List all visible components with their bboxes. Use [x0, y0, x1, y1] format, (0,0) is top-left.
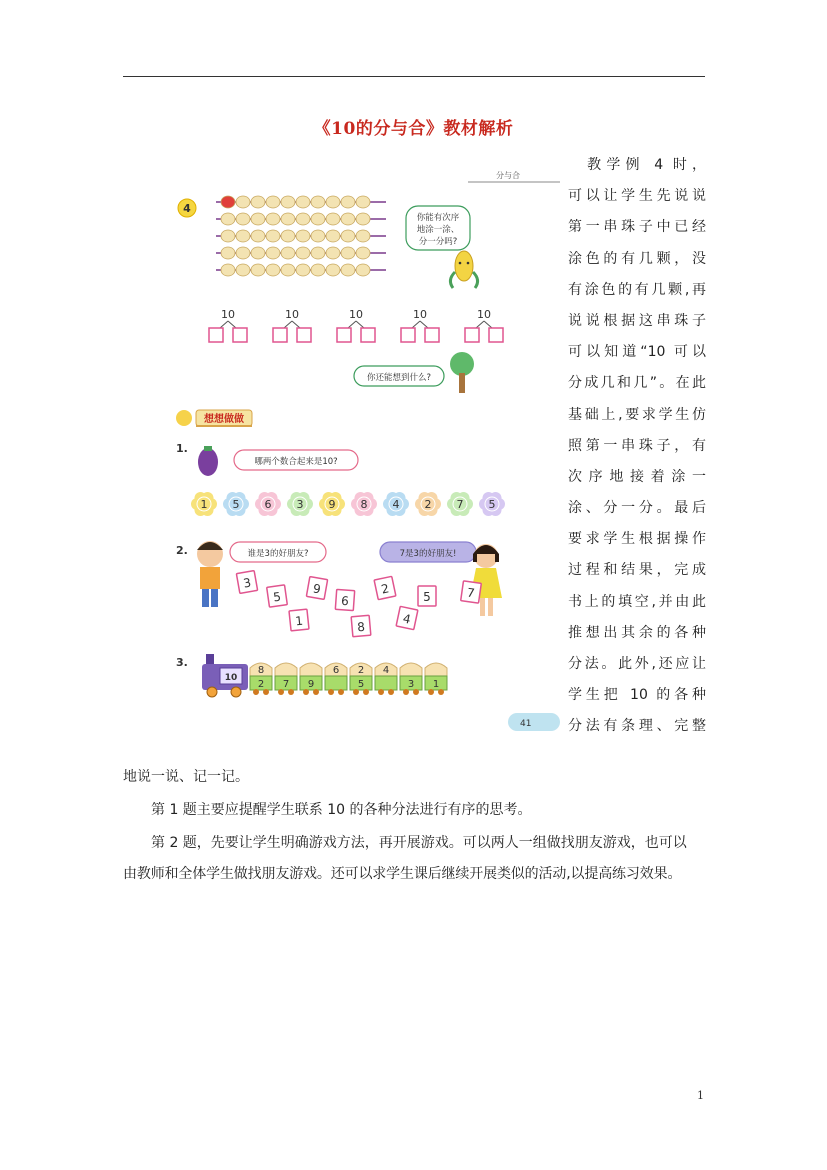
- q1-bubble: 哪两个数合起来是10?: [254, 457, 338, 467]
- card-number: 8: [356, 619, 366, 635]
- q2-bubble-left: 谁是3的好朋友?: [247, 549, 309, 559]
- flower-number: 5: [488, 498, 496, 511]
- train-bottom-number: 2: [257, 679, 265, 690]
- q2-number: 2.: [176, 544, 188, 557]
- card-number: 3: [242, 575, 253, 591]
- number-card: [418, 586, 436, 606]
- decomposition-total: 10: [349, 308, 363, 321]
- number-card: [396, 606, 418, 629]
- bead: [236, 213, 250, 225]
- bead: [251, 196, 265, 208]
- card-number: 2: [380, 581, 391, 597]
- bubble-think: 你还能想到什么?: [366, 373, 432, 383]
- train-engine-icon: [202, 654, 248, 697]
- side-text-line: 涂色的有几颗，没: [568, 250, 706, 267]
- side-text-line: 说说根据这串珠子: [568, 312, 706, 329]
- bead: [311, 247, 325, 259]
- bead: [281, 247, 295, 259]
- decomposition-boxes: [209, 308, 503, 342]
- flower-number: 1: [200, 498, 208, 511]
- decomposition-total: 10: [413, 308, 427, 321]
- bead: [281, 196, 295, 208]
- bead: [326, 230, 340, 242]
- train-bottom-number: 7: [282, 679, 290, 690]
- side-text-line: 分成几和几”。在此: [568, 375, 706, 392]
- answer-box: [465, 328, 479, 342]
- bead: [296, 247, 310, 259]
- bead: [221, 196, 235, 208]
- header-rule: [123, 76, 705, 77]
- train-cars: [250, 663, 447, 695]
- train-top-number: 2: [357, 665, 365, 676]
- bead: [326, 247, 340, 259]
- bead: [341, 247, 355, 259]
- girl-character-icon: [470, 544, 502, 616]
- practice-banner: [176, 410, 252, 426]
- bead: [251, 247, 265, 259]
- textbook-figure: [168, 168, 560, 738]
- flower-number: 3: [296, 498, 304, 511]
- bead: [326, 196, 340, 208]
- bead: [266, 230, 280, 242]
- bead: [221, 213, 235, 225]
- number-card: [289, 609, 309, 631]
- bead: [326, 264, 340, 276]
- paragraph-2: 第 1 题主要应提醒学生联系 10 的各种分法进行有序的思考。: [151, 802, 532, 818]
- side-text-line: 第一串珠子中已经: [568, 219, 706, 236]
- answer-box: [489, 328, 503, 342]
- bead: [221, 247, 235, 259]
- train-top-number: 6: [332, 665, 340, 676]
- answer-box: [273, 328, 287, 342]
- bead: [311, 230, 325, 242]
- practice-title: 想想做做: [204, 414, 244, 425]
- side-text-line: 学生把 10 的各种: [568, 687, 706, 704]
- side-text-line: 有涂色的有几颗,再: [568, 281, 706, 298]
- bead: [236, 230, 250, 242]
- bead: [296, 230, 310, 242]
- flower-number: 8: [360, 498, 368, 511]
- bead: [266, 264, 280, 276]
- bead: [236, 196, 250, 208]
- number-card: [374, 576, 396, 599]
- q1-number: 1.: [176, 442, 188, 455]
- bead: [281, 264, 295, 276]
- decomposition-total: 10: [477, 308, 491, 321]
- bead: [296, 196, 310, 208]
- corn-character-icon: [450, 251, 477, 288]
- bead: [221, 264, 235, 276]
- bead: [311, 196, 325, 208]
- number-cards: [236, 571, 481, 637]
- train-bottom-number: 9: [307, 679, 315, 690]
- bead: [266, 196, 280, 208]
- card-number: 9: [311, 581, 322, 597]
- bead: [266, 213, 280, 225]
- side-text-line: 基础上,要求学生仿: [568, 406, 706, 423]
- number-card: [236, 571, 257, 594]
- side-text-line: 推想出其余的各种: [568, 624, 706, 641]
- side-text-line: 分法。此外,还应让: [568, 656, 706, 672]
- train-bottom-number: 1: [432, 679, 440, 690]
- number-card: [267, 585, 288, 607]
- bead: [236, 247, 250, 259]
- bead: [356, 247, 370, 259]
- tree-character-icon: [450, 352, 474, 393]
- number-card: [306, 577, 327, 600]
- bead: [356, 230, 370, 242]
- bead: [251, 230, 265, 242]
- bead: [236, 264, 250, 276]
- flower-number: 7: [456, 498, 464, 511]
- answer-box: [401, 328, 415, 342]
- bead: [281, 213, 295, 225]
- flower-number: 6: [264, 498, 272, 511]
- answer-box: [297, 328, 311, 342]
- train-bottom-number: 5: [357, 679, 365, 690]
- document-title: 《10的分与合》教材解析: [313, 119, 514, 139]
- card-number: 1: [294, 613, 304, 629]
- section-label: 分与合: [496, 171, 520, 180]
- bead: [251, 213, 265, 225]
- answer-box: [233, 328, 247, 342]
- answer-box: [361, 328, 375, 342]
- paragraph-3-line-1: 第 2 题，先要让学生明确游戏方法，再开展游戏。可以两人一组做找朋友游戏，也可以: [151, 835, 687, 851]
- page-badge: 41: [520, 719, 532, 729]
- train-bottom-number: 3: [407, 679, 415, 690]
- q2-bubble-right: 7是3的好朋友!: [399, 549, 457, 559]
- bead: [221, 230, 235, 242]
- side-text-line: 涂、分一分。最后: [568, 500, 706, 517]
- bead: [341, 213, 355, 225]
- card-number: 6: [340, 593, 350, 609]
- side-text-line: 分法有条理、完整: [568, 718, 706, 735]
- number-card: [351, 615, 371, 636]
- flower-number: 2: [424, 498, 432, 511]
- bead: [356, 196, 370, 208]
- decomposition-total: 10: [221, 308, 235, 321]
- answer-box: [425, 328, 439, 342]
- bead: [311, 264, 325, 276]
- bead: [341, 264, 355, 276]
- number-card: [335, 589, 354, 610]
- bead: [296, 264, 310, 276]
- side-text-line: 书上的填空,并由此: [568, 593, 706, 610]
- bead: [281, 230, 295, 242]
- bead: [311, 213, 325, 225]
- example-number: 4: [183, 202, 191, 215]
- flower-number: 5: [232, 498, 240, 511]
- side-text-line: 次 序 地 接 着 涂 一: [568, 468, 706, 485]
- side-text-line: 可以让学生先说说: [568, 188, 706, 205]
- bead: [266, 247, 280, 259]
- paragraph-1-tail: 地说一说、记一记。: [123, 769, 249, 785]
- paragraph-3-line-2: 由教师和全体学生做找朋友游戏。还可以求学生课后继续开展类似的活动,以提高练习效果。: [123, 866, 682, 882]
- q3-number: 3.: [176, 656, 188, 669]
- bead: [326, 213, 340, 225]
- side-text-column: [568, 150, 706, 743]
- answer-box: [209, 328, 223, 342]
- card-number: 4: [401, 611, 412, 627]
- textbook-illustration: [168, 168, 560, 738]
- page-number: 1: [697, 1089, 704, 1102]
- flower-number: 4: [392, 498, 400, 511]
- bead-strings: [216, 196, 386, 276]
- card-number: 5: [423, 590, 431, 604]
- flower-number: 9: [328, 498, 336, 511]
- train-engine-number: 10: [224, 673, 238, 683]
- side-text-line: 可以知道“10 可以: [568, 344, 706, 361]
- bead: [296, 213, 310, 225]
- card-number: 5: [272, 589, 282, 605]
- side-text-line: 教学例 4 时，: [568, 157, 706, 173]
- bead: [341, 230, 355, 242]
- bubble-order-line3: 分一分吗?: [418, 237, 458, 247]
- number-card: [461, 581, 482, 603]
- bubble-order-line2: 地涂一涂、: [416, 225, 460, 235]
- side-text-line: 过程和结果，完成: [568, 562, 706, 579]
- eggplant-character-icon: [198, 446, 218, 476]
- bead: [356, 264, 370, 276]
- bead: [251, 264, 265, 276]
- bead: [341, 196, 355, 208]
- train-top-number: 8: [257, 665, 265, 676]
- card-number: 7: [466, 585, 476, 601]
- train-top-number: 4: [382, 665, 390, 676]
- answer-box: [337, 328, 351, 342]
- decomposition-total: 10: [285, 308, 299, 321]
- bubble-order-line1: 你能有次序: [416, 213, 460, 223]
- side-text-line: 要求学生根据操作: [568, 531, 706, 548]
- bead: [356, 213, 370, 225]
- number-flowers: [191, 492, 505, 516]
- side-text-line: 照第一串珠子，有: [568, 437, 706, 454]
- boy-character-icon: [197, 541, 223, 607]
